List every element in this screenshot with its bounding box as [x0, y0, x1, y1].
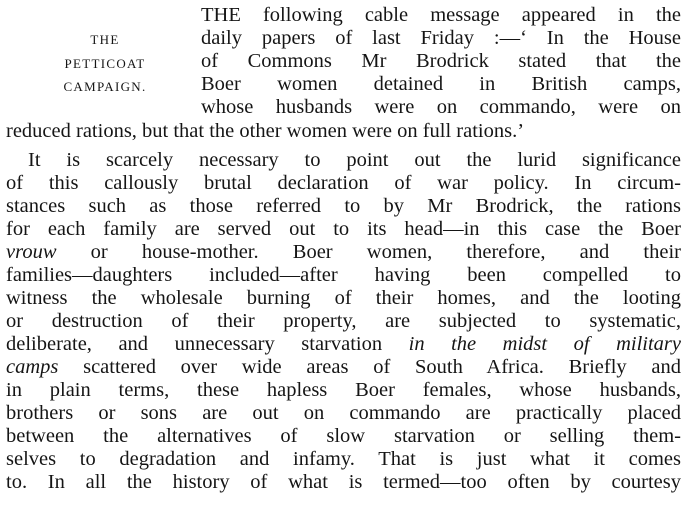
- text-line-6: reduced rations, but that the other women were on full rations.’: [6, 120, 525, 142]
- text-line-11-rest: or house-mother. Boer women, therefore, and their: [56, 241, 681, 263]
- text-line-15-start: deliberate, and unnecessary starvation: [6, 333, 409, 355]
- text-line-19: between the alternatives of slow starvation or selling them-: [6, 425, 681, 447]
- text-line-12: families—daughters included—after having been compelled to: [6, 264, 681, 286]
- text-line-20: selves to degradation and infamy. That is just what it comes: [6, 448, 681, 470]
- text-line-16: [6, 356, 681, 379]
- italic-word-camps: camps: [6, 356, 59, 378]
- italic-word-vrouw: vrouw: [6, 241, 57, 263]
- italic-phrase-military: in the midst of military: [408, 333, 681, 355]
- text-line-18: brothers or sons are out on commando are practically placed: [6, 402, 681, 424]
- text-line-21: to. In all the history of what is termed—too often by courtesy: [6, 471, 681, 493]
- text-line-8: of this callously brutal declaration of war policy. In circum-: [6, 172, 681, 194]
- text-line-17: in plain terms, these hapless Boer females, whose husbands,: [6, 379, 681, 401]
- text-line-7: It is scarcely necessary to point out the lurid significance: [28, 149, 681, 171]
- text-line-14: or destruction of their property, are subjected to systematic,: [6, 310, 681, 332]
- sidenote-line-1: THE: [90, 32, 120, 47]
- text-line-2: daily papers of last Friday :—‘ In the House: [201, 27, 681, 49]
- text-line-1: THE following cable message appeared in the: [201, 4, 681, 26]
- text-line-10: for each family are served out to its head—in this case the Boer: [6, 218, 681, 240]
- text-line-13: witness the wholesale burning of their homes, and the looting: [6, 287, 681, 309]
- text-line-3: of Commons Mr Brodrick stated that the: [201, 50, 681, 72]
- sidenote-line-3: CAMPAIGN.: [63, 79, 147, 94]
- text-line-16-rest: scattered over wide areas of South Africa. Briefly and: [58, 356, 681, 378]
- text-line-4: Boer women detained in British camps,: [201, 73, 681, 95]
- sidenote-line-2: PETTICOAT: [64, 56, 146, 71]
- text-line-9: stances such as those referred to by Mr Brodrick, the rations: [6, 195, 681, 217]
- text-line-15: [6, 333, 681, 356]
- text-line-11: [6, 241, 681, 264]
- text-line-5: whose husbands were on commando, were on: [201, 96, 681, 118]
